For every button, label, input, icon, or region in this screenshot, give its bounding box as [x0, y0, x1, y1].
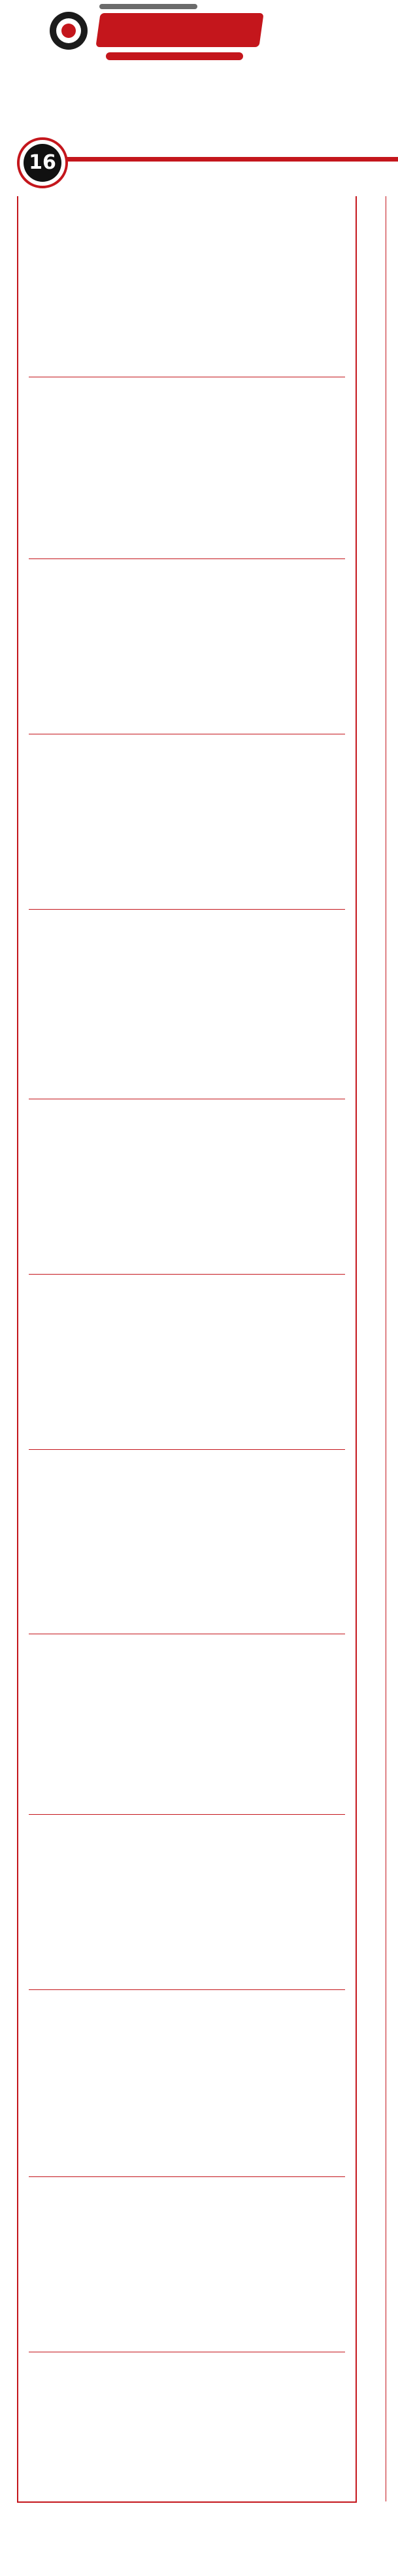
ward-section — [18, 1103, 356, 1278]
masthead-kicker — [99, 4, 197, 9]
page-number-row — [0, 128, 398, 194]
ward-section — [18, 204, 356, 381]
ward-divider — [29, 558, 345, 559]
ward-section — [18, 1453, 356, 1638]
ward-section — [18, 1278, 356, 1453]
ward-section — [18, 913, 356, 1103]
ward-divider — [29, 909, 345, 910]
publication-tagline — [106, 52, 243, 60]
emblem-core — [61, 24, 76, 38]
ward-section — [18, 1638, 356, 1818]
ward-section — [18, 1993, 356, 2180]
ward-divider — [29, 1814, 345, 1815]
ward-divider — [29, 1449, 345, 1450]
ward-section — [18, 381, 356, 562]
ward-divider — [29, 1274, 345, 1275]
page-number: 16 — [24, 144, 61, 182]
publication-logo — [95, 13, 263, 47]
page-number-badge — [17, 137, 68, 188]
ward-section — [18, 2180, 356, 2356]
party-emblem-icon — [50, 12, 88, 50]
ward-section — [18, 562, 356, 738]
ward-divider — [29, 1989, 345, 1990]
masthead — [0, 0, 398, 73]
page-header-rule — [60, 157, 398, 162]
page-footer — [0, 2521, 398, 2560]
ward-section — [18, 738, 356, 913]
ward-section — [18, 2356, 356, 2496]
ward-section — [18, 1818, 356, 1993]
ward-listing-frame — [17, 196, 357, 2503]
anniversary-logo — [281, 7, 353, 64]
ward-divider — [29, 2176, 345, 2177]
